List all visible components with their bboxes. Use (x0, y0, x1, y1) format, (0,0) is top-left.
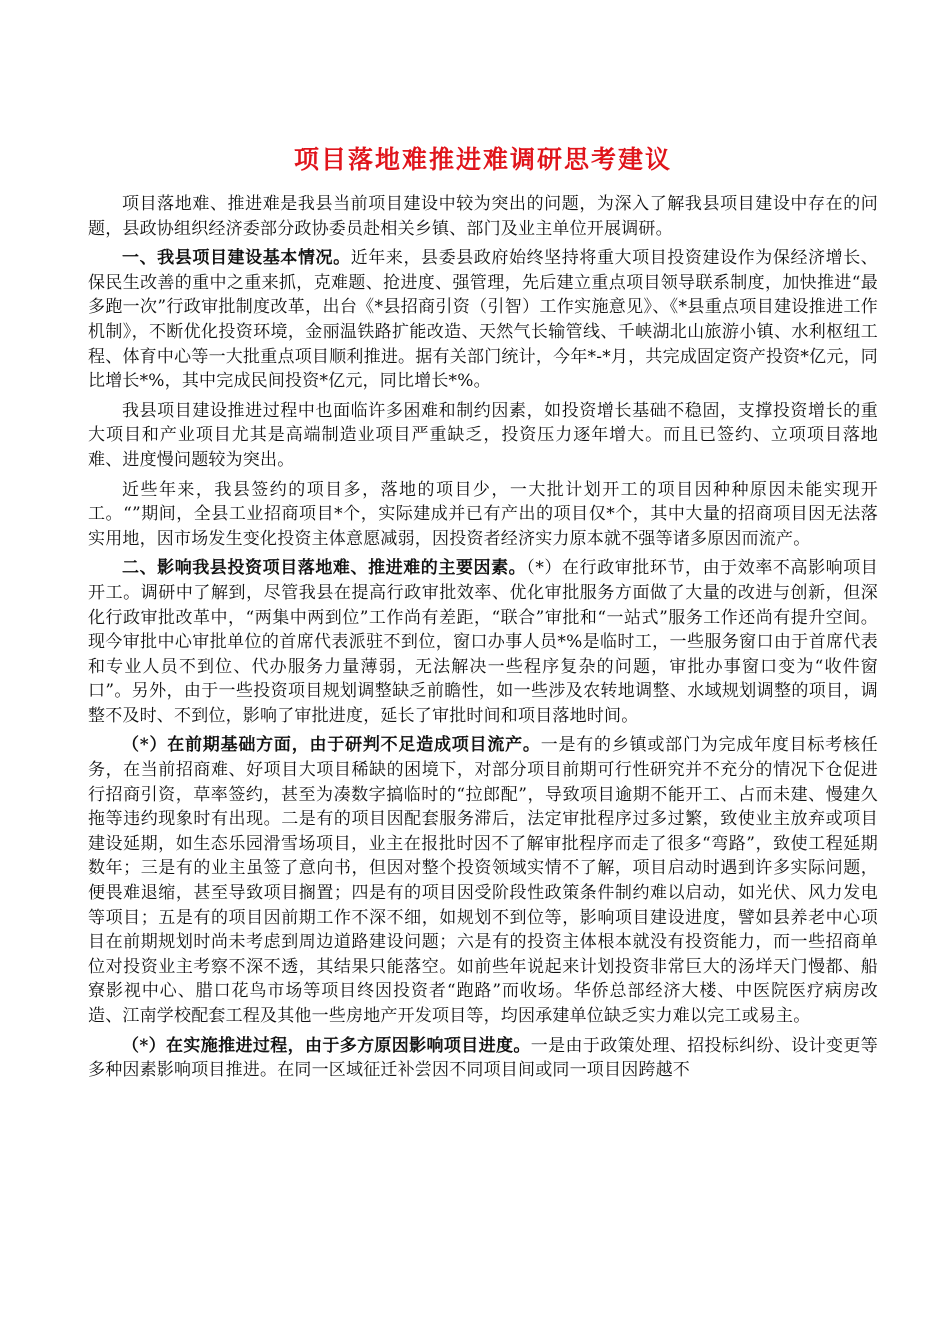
paragraph-section-1 (88, 246, 878, 394)
subsection-heading: （*）在实施推进过程，由于多方原因影响项目进度。 (122, 1035, 531, 1056)
paragraph-intro (88, 192, 878, 241)
document-title: 项目落地难推进难调研思考建议 (293, 145, 672, 174)
section-heading: 一、我县项目建设基本情况。 (122, 248, 351, 269)
paragraph-difficulties (88, 399, 878, 473)
paragraph-text: （*）在行政审批环节，由于效率不高影响项目开工。调研中了解到，尽管我县在提高行政审批效率、优化审批服务方面做了大量的改进与创新，但深化行政审批改革中，“两集中两到位”工作尚有差距，“联合”审批和“一站式”服务工作还尚有提升空间。现今审批中心审批单位的首席代表派驻不到位，窗口办事人员*%是临时工，一些服务窗口由于首席代表和专业人员不到位、代办服务力量薄弱，无法解决一些程序复杂的问题，审批办事窗口变为“收件窗口”。另外，由于一些投资项目规划调整缺乏前瞻性，如一些涉及农转地调整、水域规划调整的项目，调整不及时、不到位，影响了审批进度，延长了审批时间和项目落地时间。 (88, 558, 878, 726)
paragraph-text: 一是有的乡镇或部门为完成年度目标考核任务，在当前招商难、好项目大项目稀缺的困境下，对部分项目前期可行性研究并不充分的情况下仓促进行招商引资，草率签约，甚至为凑数字搞临时的“拉郎配”，导致项目逾期不能开工、占而未建、慢建久拖等违约现象时有出现。二是有的项目因配套服务滞后，法定审批程序过多过繁，致使业主放弃或项目建设延期，如生态乐园滑雪场项目，业主在报批时因不了解审批程序而走了很多“弯路”，致使工程延期数年；三是有的业主虽签了意向书，但因对整个投资领域实情不了解，项目启动时遇到许多实际问题，便畏难退缩，甚至导致项目搁置；四是有的项目因受阶段性政策条件制约难以启动，如光伏、风力发电等项目；五是有的项目因前期工作不深不细，如规划不到位等，影响项目建设进度，譬如县养老中心项目在前期规划时尚未考虑到周边道路建设问题；六是有的投资主体根本就没有投资能力，而一些招商单位对投资业主考察不深不透，其结果只能落空。如前些年说起来计划投资非常巨大的汤垟天门慢都、船寮影视中心、腊口花鸟市场等项目终因投资者“跑路”而收场。华侨总部经济大楼、中医院医疗病房改造、江南学校配套工程及其他一些房地产开发项目等，均因承建单位缺乏实力难以完工或易主。 (88, 735, 878, 1026)
paragraph-recent-years (88, 478, 878, 552)
paragraph-implementation (88, 1034, 878, 1083)
paragraph-text: 近年来，县委县政府始终坚持将重大项目投资建设作为保经济增长、保民生改善的重中之重来抓，克难题、抢进度、强管理，先后建立重点项目领导联系制度，加快推进“最多跑一次”行政审批制度改革，出台《*县招商引资（引智）工作实施意见》、《*县重点项目建设推进工作机制》，不断优化投资环境，金丽温铁路扩能改造、天然气长输管线、千峡湖北山旅游小镇、水利枢纽工程、体育中心等一大批重点项目顺利推进。据有关部门统计，今年*-*月，共完成固定资产投资*亿元，同比增长*%，其中完成民间投资*亿元，同比增长*%。 (88, 248, 879, 392)
document-page (88, 130, 878, 1088)
subsection-heading: （*）在前期基础方面，由于研判不足造成项目流产。 (122, 735, 541, 756)
paragraph-text: 我县项目建设推进过程中也面临许多困难和制约因素，如投资增长基础不稳固，支撑投资增长的重大项目和产业项目尤其是高端制造业项目严重缺乏，投资压力逐年增大。而且已签约、立项项目落地难、进度慢问题较为突出。 (88, 400, 878, 470)
paragraph-text: 一是由于政策处理、招投标纠纷、设计变更等多种因素影响项目推进。在同一区域征迁补尝因不同项目间或同一项目因跨越不 (88, 1035, 878, 1081)
paragraph-text: 项目落地难、推进难是我县当前项目建设中较为突出的问题，为深入了解我县项目建设中存在的问题，县政协组织经济委部分政协委员赴相关乡镇、部门及业主单位开展调研。 (88, 194, 878, 239)
section-heading: 二、影响我县投资项目落地难、推进难的主要因素。 (122, 558, 527, 579)
paragraph-section-2 (88, 556, 878, 728)
paragraph-text: 近些年来，我县签约的项目多，落地的项目少，一大批计划开工的项目因种种原因未能实现开工。“”期间，全县工业招商项目*个，实际建成并已有产出的项目仅*个，其中大量的招商项目因无法落实用地，因市场发生变化投资主体意愿减弱，因投资者经济实力原本就不强等诸多原因而流产。 (88, 479, 878, 549)
paragraph-preliminary-basis (88, 733, 878, 1028)
